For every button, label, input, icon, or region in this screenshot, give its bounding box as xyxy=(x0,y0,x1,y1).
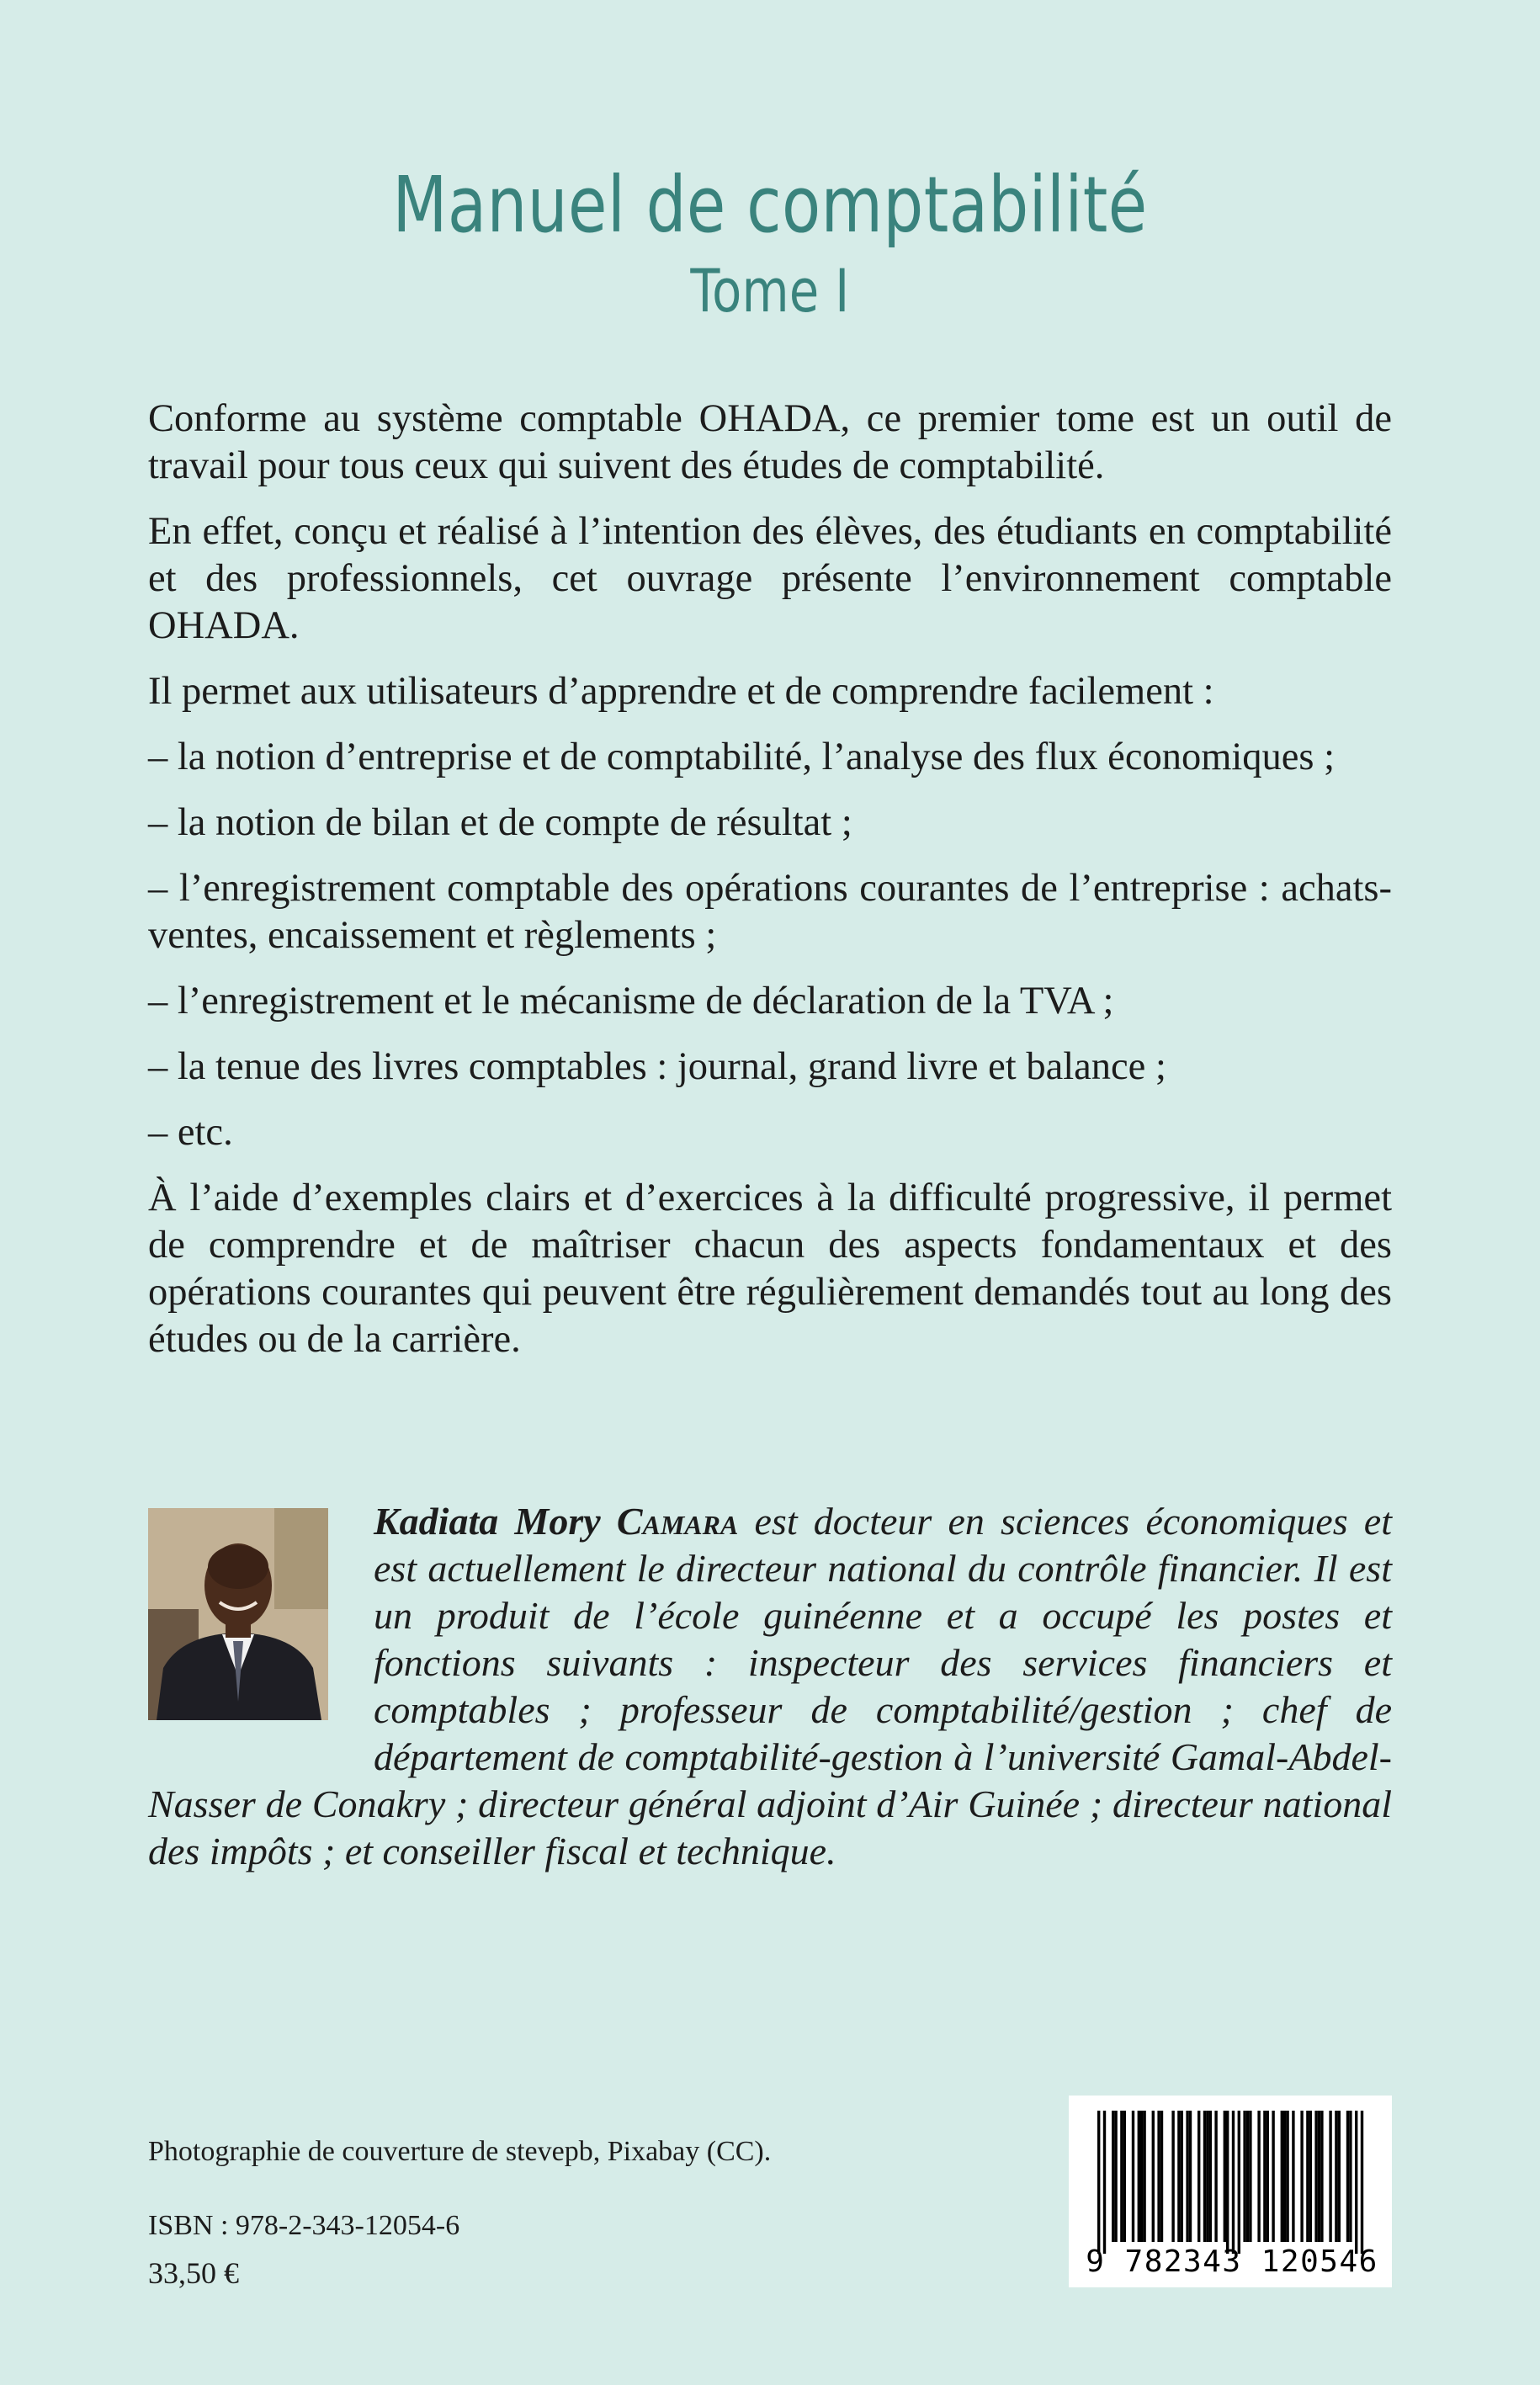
barcode-bar xyxy=(1309,2111,1312,2242)
barcode-bar xyxy=(1140,2111,1143,2242)
barcode-bar xyxy=(1267,2111,1269,2242)
author-surname: Camara xyxy=(616,1500,739,1543)
barcode-bar xyxy=(1320,2111,1323,2242)
barcode-bar xyxy=(1189,2111,1192,2242)
barcode-bar xyxy=(1272,2111,1274,2242)
barcode-bar xyxy=(1157,2111,1160,2242)
barcode-bar xyxy=(1152,2111,1155,2242)
barcode-bar xyxy=(1335,2111,1337,2242)
barcode-bar xyxy=(1263,2111,1266,2242)
barcode-bar xyxy=(1114,2111,1117,2242)
barcode-bar xyxy=(1224,2111,1226,2242)
barcode-bar xyxy=(1097,2111,1100,2254)
description-paragraph: Conforme au système comptable OHADA, ce premier tome est un outil de travail pour tous ceux qui suivent des études de comptabilité. xyxy=(148,397,1392,487)
description-list-item: – la tenue des livres comptables : journal, grand livre et balance ; xyxy=(148,1045,1166,1088)
barcode-bar xyxy=(1226,2111,1229,2254)
description-paragraph: Il permet aux utilisateurs d’apprendre et de comprendre facilement : xyxy=(148,670,1214,713)
barcode-bar xyxy=(1349,2111,1351,2242)
author-name xyxy=(374,1500,738,1543)
description-list-item: – la notion de bilan et de compte de résultat ; xyxy=(148,801,852,844)
barcode-bar xyxy=(1306,2111,1309,2242)
barcode-bar xyxy=(1171,2111,1174,2242)
barcode-bar xyxy=(1249,2111,1251,2242)
description-list-item: – la notion d’entreprise et de comptabilité, l’analyse des flux économiques ; xyxy=(148,736,1336,778)
barcode-bar xyxy=(1246,2111,1249,2242)
description-list-item: – l’enregistrement et le mécanisme de déclaration de la TVA ; xyxy=(148,980,1114,1023)
barcode-bar xyxy=(1361,2111,1363,2254)
barcode-bar xyxy=(1206,2111,1208,2242)
barcode-bar xyxy=(1257,2111,1260,2242)
description-list-item: – etc. xyxy=(148,1111,233,1154)
barcode xyxy=(1069,2096,1392,2287)
barcode-bar xyxy=(1292,2111,1294,2242)
barcode-bar xyxy=(1197,2111,1200,2242)
barcode-bar xyxy=(1177,2111,1180,2242)
book-volume: Tome I xyxy=(690,257,850,326)
author-first-names: Kadiata Mory xyxy=(374,1500,601,1543)
barcode-bar xyxy=(1286,2111,1288,2242)
barcode-number: 9 782343 120546 xyxy=(1086,2244,1378,2279)
barcode-bar xyxy=(1238,2111,1240,2254)
description-paragraph: En effet, conçu et réalisé à l’intention des élèves, des étudiants en comptabilité et des professionnels, cet ouvrage présente l’environnement comptable OHADA. xyxy=(148,510,1392,647)
barcode-bar xyxy=(1123,2111,1126,2242)
price: 33,50 € xyxy=(148,2256,239,2290)
barcode-bar xyxy=(1181,2111,1183,2242)
description-paragraph: À l’aide d’exemples clairs et d’exercices à la difficulté progressive, il permet de comprendre et de maîtriser chacun des aspects fondamentaux et des opérations courantes qui peuvent être régulièrement demandés tout au long des études ou de la carrière. xyxy=(148,1177,1392,1361)
barcode-bar xyxy=(1314,2111,1317,2242)
barcode-bar xyxy=(1132,2111,1134,2242)
barcode-bar xyxy=(1160,2111,1163,2242)
barcode-bar xyxy=(1120,2111,1123,2242)
barcode-bar xyxy=(1243,2111,1245,2242)
barcode-bar xyxy=(1300,2111,1303,2242)
photo-spacer xyxy=(148,1498,374,1737)
barcode-bar xyxy=(1281,2111,1283,2242)
photo-credit: Photographie de couverture de stevepb, Pixabay (CC). xyxy=(148,2136,772,2167)
barcode-bar xyxy=(1214,2111,1217,2242)
barcode-bar xyxy=(1355,2111,1357,2254)
isbn: ISBN : 978-2-343-12054-6 xyxy=(148,2210,460,2241)
book-title: Manuel de comptabilité xyxy=(392,160,1148,250)
back-cover-description xyxy=(148,396,1392,1382)
barcode-bar xyxy=(1318,2111,1320,2242)
barcode-bar xyxy=(1186,2111,1188,2242)
barcode-bar xyxy=(1103,2111,1106,2254)
barcode-bar xyxy=(1143,2111,1145,2242)
barcode-bar xyxy=(1203,2111,1206,2242)
barcode-bar xyxy=(1338,2111,1341,2242)
author-biography xyxy=(148,1498,1392,1875)
description-list-item: – l’enregistrement comptable des opérations courantes de l’entreprise : achats-ventes, encaissement et règlements ; xyxy=(148,867,1392,957)
barcode-bar xyxy=(1209,2111,1212,2242)
barcode-bar xyxy=(1346,2111,1349,2242)
barcode-bar xyxy=(1112,2111,1114,2242)
barcode-bar xyxy=(1329,2111,1331,2242)
author-bio-text: est docteur en sciences économiques et est actuellement le directeur national du contrôle financier. Il est un produit de l’école guinéenne et a occupé les postes et fonctions suivants : inspecteur des services financiers et comptables ; professeur de comptabilité/gestion ; chef de département de comptabilité-gestion à l’université Gamal-Abdel-Nasser de Conakry ; directeur général adjoint d’Air Guinée ; directeur national des impôts ; et conseiller fiscal et technique. xyxy=(148,1500,1392,1872)
barcode-bar xyxy=(1138,2111,1140,2242)
barcode-bar xyxy=(1232,2111,1235,2254)
barcode-bar xyxy=(1283,2111,1286,2242)
